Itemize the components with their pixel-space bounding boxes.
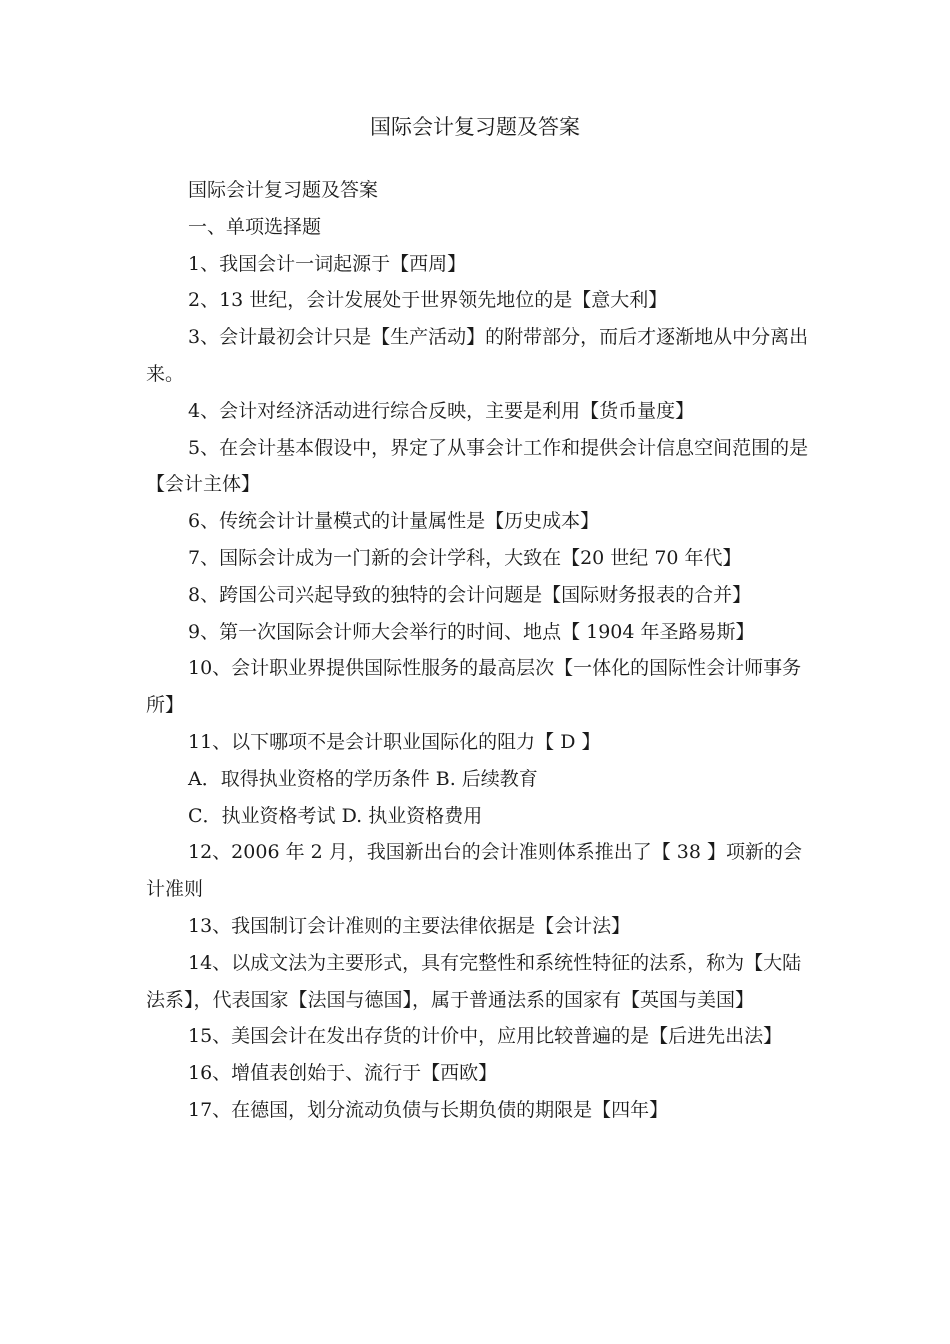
document-body <box>146 172 812 1129</box>
question-item: 8、跨国公司兴起导致的独特的会计问题是【国际财务报表的合并】 <box>188 583 752 606</box>
answer-option-line: C．执业资格考试 D. 执业资格费用 <box>188 804 483 827</box>
answer-option-line: A．取得执业资格的学历条件 B. 后续教育 <box>188 767 538 790</box>
question-item: 11、以下哪项不是会计职业国际化的阻力【 D 】 <box>188 730 601 753</box>
question-item: 16、增值表创始于、流行于【西欧】 <box>188 1062 498 1085</box>
question-item: 4、会计对经济活动进行综合反映，主要是利用【货币量度】 <box>188 399 695 422</box>
question-item: 2、13 世纪，会计发展处于世界领先地位的是【意大利】 <box>188 289 668 312</box>
question-item: 3、会计最初会计只是【生产活动】的附带部分，而后才逐渐地从中分离出来。 <box>146 326 809 385</box>
question-item: 7、国际会计成为一门新的会计学科，大致在【20 世纪 70 年代】 <box>188 546 742 569</box>
question-item: 1、我国会计一词起源于【西周】 <box>188 252 467 275</box>
question-item: 15、美国会计在发出存货的计价中，应用比较普遍的是【后进先出法】 <box>188 1025 783 1048</box>
document-title: 国际会计复习题及答案 <box>370 115 580 139</box>
question-item: 12、2006 年 2 月，我国新出台的会计准则体系推出了【 38 】项新的会计准则 <box>146 841 802 901</box>
section-heading: 一、单项选择题 <box>188 215 322 238</box>
question-item: 10、会计职业界提供国际性服务的最高层次【一体化的国际性会计师事务所】 <box>146 657 802 717</box>
question-item: 9、第一次国际会计师大会举行的时间、地点【 1904 年圣路易斯】 <box>188 620 755 643</box>
question-item: 14、以成文法为主要形式，具有完整性和系统性特征的法系，称为【大陆法系】，代表国家【法国与德国】，属于普通法系的国家有【英国与美国】 <box>146 951 802 1011</box>
question-item: 5、在会计基本假设中，界定了从事会计工作和提供会计信息空间范围的是【会计主体】 <box>146 436 809 496</box>
question-item: 6、传统会计计量模式的计量属性是【历史成本】 <box>188 510 600 533</box>
paragraph: 国际会计复习题及答案 <box>188 179 379 201</box>
question-item: 17、在德国，划分流动负债与长期负债的期限是【四年】 <box>188 1098 669 1121</box>
question-item: 13、我国制订会计准则的主要法律依据是【会计法】 <box>188 914 631 937</box>
